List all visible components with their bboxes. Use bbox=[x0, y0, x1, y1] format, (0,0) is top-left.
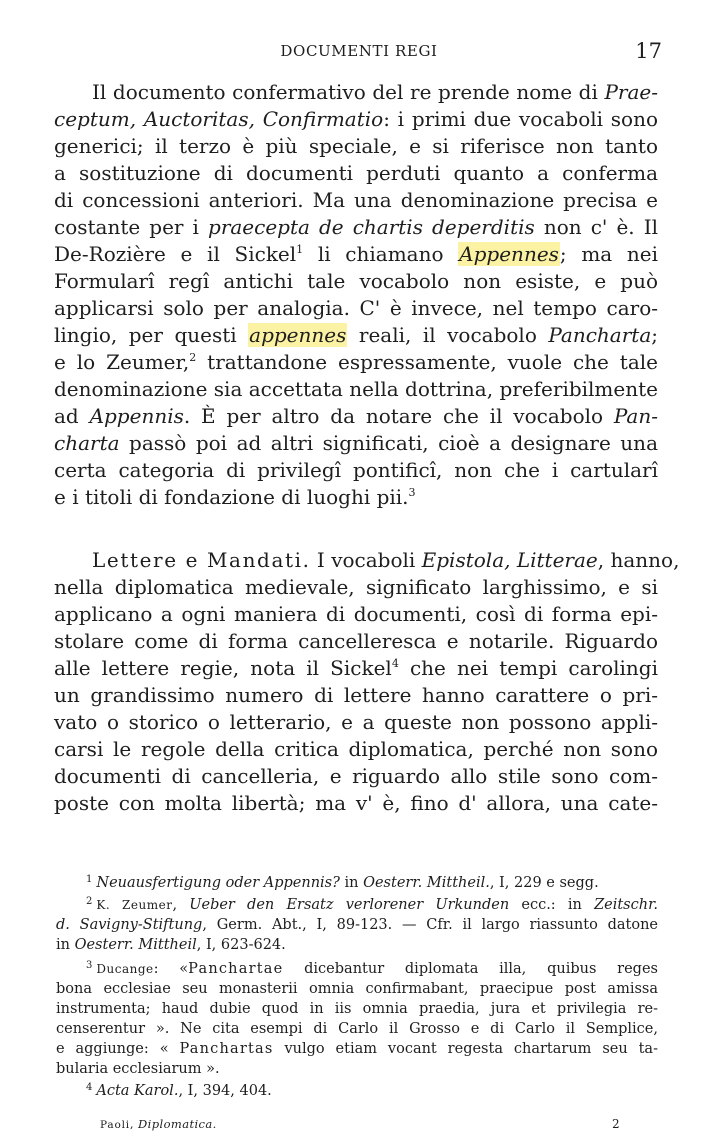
footnote-4: $^4$ Acta Karol., I, 394, 404. bbox=[86, 1082, 272, 1099]
footnote-3-line: bona ecclesiae seu monasterii omnia confirmabant, praecipue post amissa bbox=[56, 981, 658, 997]
highlighted-term: appennes bbox=[249, 323, 347, 347]
running-title: DOCUMENTI REGI bbox=[280, 42, 438, 60]
text-line: generici; il terzo è più speciale, e si riferisce non tanto bbox=[54, 134, 658, 158]
text-line: a sostituzione di documenti perduti quanto a conferma bbox=[54, 161, 658, 185]
printer-signature: Paoli, Diplomatica. bbox=[100, 1117, 217, 1131]
footnote-3-line: instrumenta; haud dubie quod in iis omnia praedia, jura et privilegia re- bbox=[56, 1001, 658, 1017]
text-line: Il documento confermativo del re prende nome di Prae- bbox=[92, 80, 658, 104]
highlighted-term: Appennes bbox=[459, 242, 559, 266]
sheet-number: 2 bbox=[612, 1117, 620, 1131]
text-line: documenti di cancelleria, e riguardo allo stile sono com- bbox=[54, 764, 658, 788]
text-line: De-Rozière e il Sickel$^1$ li chiamano Appennes; ma nei bbox=[54, 242, 658, 266]
text-line: Formularî regî antichi tale vocabolo non esiste, e può bbox=[54, 269, 658, 293]
text-line: charta passò poi ad altri significati, cioè a designare una bbox=[54, 431, 658, 455]
text-line: di concessioni anteriori. Ma una denominazione precisa e bbox=[54, 188, 658, 212]
text-line: stolare come di forma cancelleresca e notarile. Riguardo bbox=[54, 629, 658, 653]
footnote-ref: 2 bbox=[189, 351, 197, 364]
text-line: alle lettere regie, nota il Sickel$^4$ che nei tempi carolingi bbox=[54, 656, 658, 680]
text-line: applicano a ogni maniera di documenti, così di forma epi- bbox=[54, 602, 658, 626]
text-line: ad Appennis. È per altro da notare che il vocabolo Pan- bbox=[54, 404, 658, 428]
section-heading: Lettere e Mandati. bbox=[92, 548, 311, 572]
text-line: costante per i praecepta de chartis deperditis non c' è. Il bbox=[54, 215, 659, 239]
footnote-ref: 4 bbox=[391, 657, 399, 670]
footnote-2-line: in Oesterr. Mittheil, I, 623-624. bbox=[56, 937, 286, 953]
text-line: un grandissimo numero di lettere hanno carattere o pri- bbox=[54, 683, 658, 707]
footnote-ref: 3 bbox=[408, 486, 416, 499]
text-line: ceptum, Auctoritas, Confirmatio: i primi due vocaboli sono bbox=[54, 107, 659, 131]
running-header bbox=[56, 36, 662, 66]
footnote-3-line: censerentur ». Ne cita esempi di Carlo il Grosso e di Carlo il Semplice, bbox=[56, 1021, 658, 1037]
footnote-2-line: d. Savigny-Stiftung, Germ. Abt., I, 89-123. — Cfr. il largo riassunto datone bbox=[56, 917, 659, 933]
text-line: nella diplomatica medievale, significato larghissimo, e si bbox=[54, 575, 658, 599]
text-line: certa categoria di privilegî pontificî, non che i cartularî bbox=[54, 458, 658, 482]
text-line: vato o storico o letterario, e a queste non possono appli- bbox=[54, 710, 658, 734]
footnote-3-line: bularia ecclesiarum ». bbox=[56, 1061, 220, 1077]
footnote-3: $^3$ Ducange: «Panchartae dicebantur diplomata illa, quibus reges bbox=[86, 960, 658, 977]
footnote-2: $^2$ K. Zeumer, Ueber den Ersatz verlorener Urkunden ecc.: in Zeitschr. bbox=[86, 896, 659, 913]
footnote-ref: 1 bbox=[296, 243, 304, 256]
text-line: e i titoli di fondazione di luoghi pii.$^3$ bbox=[54, 485, 416, 509]
text-line: lingio, per questi appennes reali, il vocabolo Pancharta; bbox=[54, 323, 658, 347]
footnote-3-line: e aggiunge: « Panchartas vulgo etiam vocant regesta chartarum seu ta- bbox=[56, 1041, 658, 1057]
text-line: Lettere e Mandati. I vocaboli Epistola, Litterae, hanno, bbox=[92, 548, 680, 572]
text-line: e lo Zeumer,$^2$ trattandone espressamente, vuole che tale bbox=[54, 350, 659, 374]
text-line: poste con molta libertà; ma v' è, fino d' allora, una cate- bbox=[54, 791, 658, 815]
text-line: carsi le regole della critica diplomatica, perché non sono bbox=[54, 737, 658, 761]
footnote-1: $^1$ Neuausfertigung oder Appennis? in Oesterr. Mittheil., I, 229 e segg. bbox=[86, 874, 599, 891]
text-line: applicarsi solo per analogia. C' è invece, nel tempo caro- bbox=[54, 296, 658, 320]
page-number: 17 bbox=[635, 39, 662, 63]
text-line: denominazione sia accettata nella dottrina, preferibilmente bbox=[54, 377, 658, 401]
